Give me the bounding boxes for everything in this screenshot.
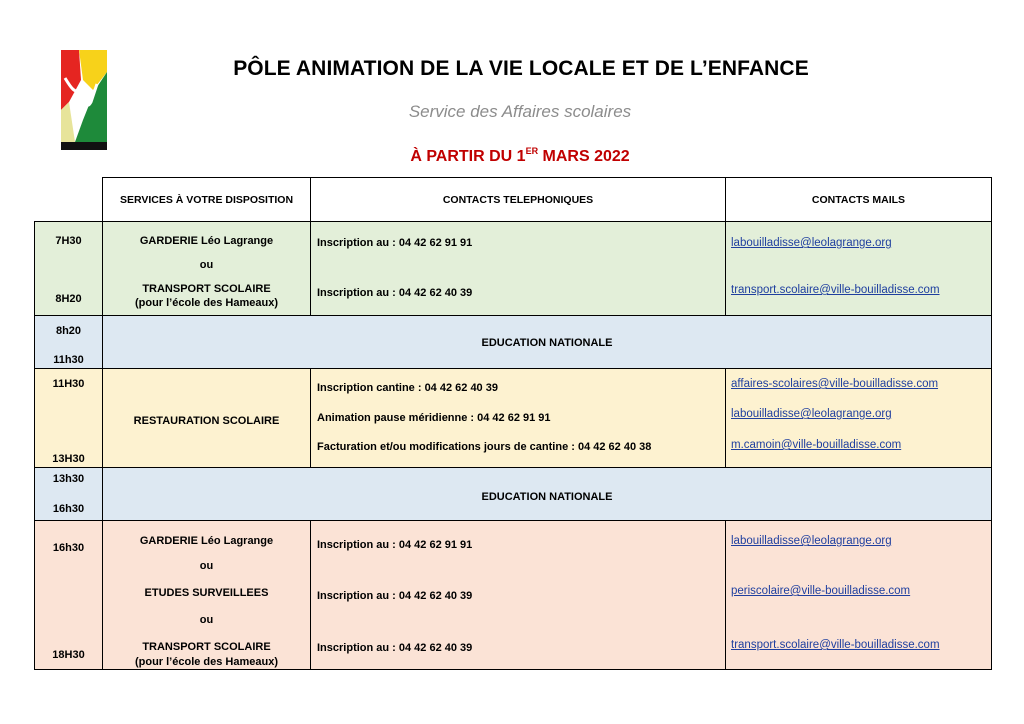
service-label: ETUDES SURVEILLEES: [144, 587, 269, 599]
email-link[interactable]: labouilladisse@leolagrange.org: [731, 535, 892, 547]
time-start: 8h20: [55, 325, 82, 337]
phone-line: Facturation et/ou modifications jours de cantine : 04 42 62 40 38: [317, 441, 652, 453]
header-cell-phones: CONTACTS TELEPHONIQUES: [310, 177, 726, 222]
email-link[interactable]: transport.scolaire@ville-bouilladisse.com: [731, 284, 940, 296]
time-start: 13h30: [52, 473, 85, 485]
time-start: 11H30: [52, 378, 85, 390]
education-nationale-label: EDUCATION NATIONALE: [481, 337, 613, 349]
service-note: (pour l’école des Hameaux): [134, 656, 279, 668]
email-link[interactable]: labouilladisse@leolagrange.org: [731, 237, 892, 249]
phone-line: Inscription au : 04 42 62 40 39: [317, 642, 473, 654]
header-cell-services: SERVICES À VOTRE DISPOSITION: [102, 177, 311, 222]
or-label: ou: [199, 614, 214, 626]
time-end: 16h30: [52, 503, 85, 515]
service-note: (pour l’école des Hameaux): [134, 297, 279, 309]
phone-line: Inscription au : 04 42 62 91 91: [317, 539, 473, 551]
education-nationale-label: EDUCATION NATIONALE: [481, 491, 613, 503]
time-start: 16h30: [52, 542, 85, 554]
service-label: RESTAURATION SCOLAIRE: [133, 415, 280, 427]
header-cell-mails: CONTACTS MAILS: [725, 177, 992, 222]
or-label: ou: [199, 560, 214, 572]
row1-phone-cell: [310, 221, 726, 316]
page-title: PÔLE ANIMATION DE LA VIE LOCALE ET DE L’ENFANCE: [233, 57, 809, 80]
service-label: TRANSPORT SCOLAIRE: [142, 283, 271, 295]
email-link[interactable]: transport.scolaire@ville-bouilladisse.com: [731, 639, 940, 651]
service-label: GARDERIE Léo Lagrange: [139, 235, 274, 247]
phone-line: Inscription au : 04 42 62 40 39: [317, 287, 473, 299]
email-link[interactable]: periscolaire@ville-bouilladisse.com: [731, 585, 911, 597]
phone-line: Inscription au : 04 42 62 91 91: [317, 237, 473, 249]
time-end: 18H30: [52, 649, 85, 661]
phone-line: Inscription au : 04 42 62 40 39: [317, 590, 473, 602]
time-end: 11h30: [53, 354, 84, 366]
or-label: ou: [199, 259, 214, 271]
time-end: 8H20: [55, 293, 82, 305]
service-label: TRANSPORT SCOLAIRE: [142, 641, 271, 653]
service-label: GARDERIE Léo Lagrange: [139, 535, 274, 547]
phone-line: Inscription cantine : 04 42 62 40 39: [317, 382, 498, 394]
time-start: 7H30: [55, 235, 82, 247]
email-link[interactable]: affaires-scolaires@ville-bouilladisse.com: [731, 378, 939, 390]
phone-line: Animation pause méridienne : 04 42 62 91 91: [317, 412, 551, 424]
effective-date: À PARTIR DU 1ER MARS 2022: [410, 146, 630, 165]
email-link[interactable]: m.camoin@ville-bouilladisse.com: [731, 439, 902, 451]
email-link[interactable]: labouilladisse@leolagrange.org: [731, 408, 892, 420]
time-end: 13H30: [52, 453, 85, 465]
row1-mail-cell: [725, 221, 992, 316]
page-subtitle: Service des Affaires scolaires: [408, 102, 632, 121]
